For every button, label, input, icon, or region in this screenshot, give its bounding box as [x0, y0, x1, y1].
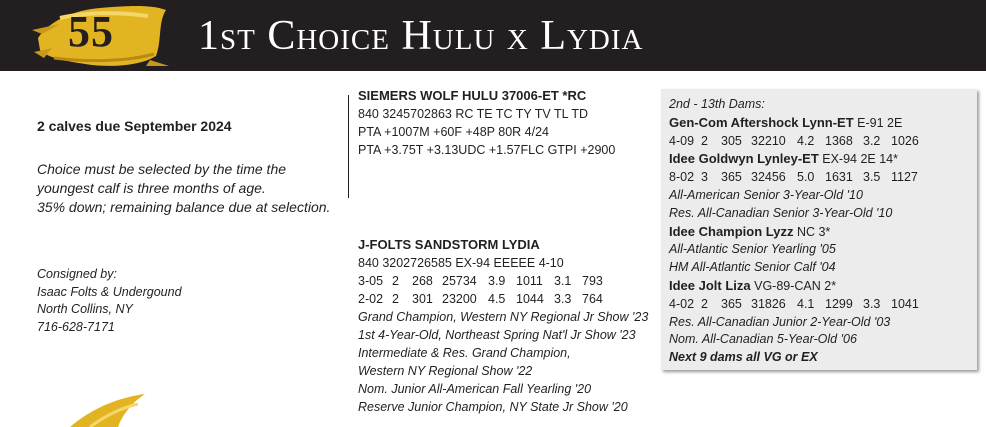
record-protein: 764	[582, 292, 603, 306]
record-age: 3-05	[358, 274, 384, 288]
dam-2-title	[669, 114, 923, 133]
dam-4-honor: HM All-Atlantic Senior Calf '04	[669, 260, 836, 275]
record-protein: 793	[582, 274, 603, 288]
dam-3-name: Idee Goldwyn Lynley-ET	[669, 151, 819, 167]
dam-honor: Reserve Junior Champion, NY State Jr Show '20	[358, 400, 628, 414]
lactation-record	[358, 290, 648, 308]
record-times: 2	[701, 133, 708, 148]
record-milk: 32456	[751, 170, 786, 185]
dam-block	[358, 236, 648, 416]
lactation-record	[358, 272, 648, 290]
record-fat: 1368	[825, 133, 853, 148]
record-fat-pct: 4.2	[797, 133, 815, 148]
dam-4-title	[669, 223, 923, 242]
pedigree-bracket	[348, 95, 349, 198]
consignor-info	[37, 266, 182, 336]
record-fat: 1044	[516, 292, 544, 306]
dam-5-name: Idee Jolt Liza	[669, 277, 751, 293]
record-days: 301	[412, 292, 433, 306]
dam-5-honor: Nom. All-Canadian 5-Year-Old '06	[669, 332, 857, 347]
record-days: 268	[412, 274, 433, 288]
record-days: 365	[721, 170, 742, 185]
record-times: 2	[392, 292, 399, 306]
dam-4-score: NC 3*	[793, 224, 831, 239]
record-times: 2	[701, 296, 708, 311]
record-protein: 1026	[891, 133, 919, 148]
record-milk: 31826	[751, 296, 786, 311]
consigned-label: Consigned by:	[37, 267, 117, 281]
dam-5-title	[669, 277, 923, 296]
terms-line: 35% down; remaining balance due at selection.	[37, 199, 331, 215]
record-milk: 25734	[442, 274, 477, 288]
gold-corner-splash	[60, 390, 160, 427]
record-times: 2	[392, 274, 399, 288]
calves-due: 2 calves due September 2024	[37, 118, 232, 134]
dam-name: J-FOLTS SANDSTORM LYDIA	[358, 237, 540, 252]
record-days: 365	[721, 296, 742, 311]
consignor-location: North Collins, NY	[37, 302, 133, 316]
record-protein-pct: 3.3	[863, 296, 881, 311]
record-fat: 1011	[516, 274, 543, 288]
dam-3-title	[669, 150, 923, 169]
sire-pta-line: PTA +3.75T +3.13UDC +1.57FLC GTPI +2900	[358, 143, 616, 157]
dam-honor: Intermediate & Res. Grand Champion,	[358, 346, 571, 360]
lot-number: 55	[68, 7, 114, 56]
dam-honor: Western NY Regional Show '22	[358, 364, 533, 378]
dam-5-honor: Res. All-Canadian Junior 2-Year-Old '03	[669, 314, 891, 329]
dam-3-honor: Res. All-Canadian Senior 3-Year-Old '10	[669, 205, 893, 220]
terms-line: Choice must be selected by the time the	[37, 161, 287, 177]
record-fat-pct: 5.0	[797, 170, 815, 185]
dam-2-record	[669, 133, 923, 151]
record-age: 4-09	[669, 133, 695, 148]
record-fat-pct: 4.5	[488, 292, 506, 306]
record-milk: 23200	[442, 292, 477, 306]
record-fat: 1631	[825, 170, 853, 185]
terms	[37, 160, 337, 217]
record-protein-pct: 3.1	[554, 274, 572, 288]
record-age: 8-02	[669, 170, 695, 185]
offering-details	[37, 118, 337, 217]
sire-name: SIEMERS WOLF HULU 37006-ET *RC	[358, 88, 587, 103]
record-days: 305	[721, 133, 742, 148]
dam-4-name: Idee Champion Lyzz	[669, 223, 794, 239]
dam-5-record	[669, 296, 923, 314]
record-protein: 1127	[891, 170, 918, 185]
dam-3-honor: All-American Senior 3-Year-Old '10	[669, 187, 863, 202]
maternal-line-content	[669, 96, 923, 367]
record-protein-pct: 3.5	[863, 170, 881, 185]
maternal-line-box	[661, 89, 977, 370]
record-protein-pct: 3.2	[863, 133, 881, 148]
dam-2-score: E-91 2E	[853, 115, 903, 130]
dam-honor: 1st 4-Year-Old, Northeast Spring Nat'l Jr Show '23	[358, 328, 636, 342]
consignor-name: Isaac Folts & Undergound	[37, 284, 182, 299]
lot-title: 1st Choice Hulu x Lydia	[198, 13, 644, 59]
dam-4-honor: All-Atlantic Senior Yearling '05	[669, 242, 836, 257]
dam-id-line: 840 3202726585 EX-94 EEEEE 4-10	[358, 256, 564, 270]
sire-id-line: 840 3245702863 RC TE TC TY TV TL TD	[358, 107, 588, 121]
record-age: 2-02	[358, 292, 384, 306]
dam-5-score: VG-89-CAN 2*	[750, 278, 837, 293]
dam-3-score: EX-94 2E 14*	[818, 152, 898, 167]
record-fat-pct: 4.1	[797, 296, 815, 311]
record-times: 3	[701, 170, 708, 185]
sire-pta-line: PTA +1007M +60F +48P 80R 4/24	[358, 125, 549, 139]
dams-heading: 2nd - 13th Dams:	[669, 97, 765, 111]
consignor-phone: 716-628-7171	[37, 319, 115, 334]
record-age: 4-02	[669, 296, 695, 311]
dam-honor: Grand Champion, Western NY Regional Jr Show '23	[358, 310, 649, 324]
record-protein: 1041	[891, 296, 919, 311]
terms-line: youngest calf is three months of age.	[37, 180, 266, 196]
record-fat: 1299	[825, 296, 853, 311]
dam-honor: Nom. Junior All-American Fall Yearling '20	[358, 382, 592, 396]
dam-3-record	[669, 169, 923, 187]
record-protein-pct: 3.3	[554, 292, 572, 306]
dam-2-name: Gen-Com Aftershock Lynn-ET	[669, 114, 854, 130]
record-fat-pct: 3.9	[488, 274, 506, 288]
dams-footer: Next 9 dams all VG or EX	[669, 350, 818, 365]
sire-block	[358, 87, 615, 159]
record-milk: 32210	[751, 133, 786, 148]
